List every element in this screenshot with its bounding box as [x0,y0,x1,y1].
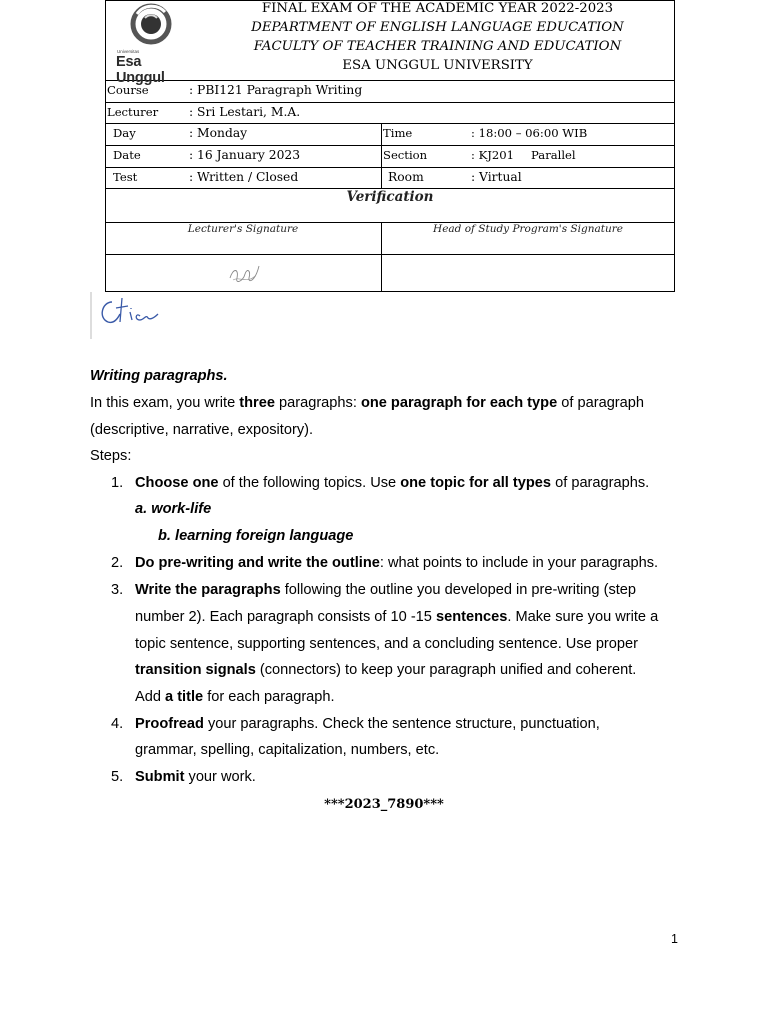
exam-title: FINAL EXAM OF THE ACADEMIC YEAR 2022-2023 [261,1,614,16]
lecturer-value: : Sri Lestari, M.A. [189,105,301,119]
head-signature-label: Head of Study Program's Signature [433,223,623,235]
step-emphasis: one topic for all types [400,475,552,491]
step-text: of the following topics. Use [218,475,401,491]
room-value: : Virtual [471,170,522,184]
step-3-text-line2 [135,609,658,625]
intro-text: In this exam, you write [90,395,240,411]
step-3-text-line4 [135,662,636,678]
head-signature-handwritten-icon [90,292,172,340]
university-title: ESA UNGGUL UNIVERSITY [342,58,533,73]
time-label: Time [383,126,413,140]
step-4-text-line1 [135,716,600,732]
step-number: 3. [111,582,124,598]
step-text: your paragraphs. Check the sentence structure, punctuation, [203,716,600,732]
date-value: : 16 January 2023 [189,148,301,162]
step-number: 4. [111,716,124,732]
verification-label: Verification [346,189,434,205]
day-value: : Monday [189,126,248,140]
step-emphasis: Submit [135,769,185,785]
step-3-text-line1 [135,582,636,598]
row-divider [105,123,675,124]
department-title: DEPARTMENT OF ENGLISH LANGUAGE EDUCATION [251,20,624,35]
exam-header-table [105,0,675,292]
step-text: (connectors) to keep your paragraph unified and coherent. [255,662,637,678]
section-extra: Parallel [531,148,576,162]
step-emphasis: Do pre-writing and write the outline [135,555,380,571]
course-value: : PBI121 Paragraph Writing [189,83,363,97]
topic-option-a: a. work-life [135,501,212,517]
step-text: your work. [184,769,256,785]
steps-label: Steps: [90,448,132,464]
logo-subtext: Universitas [117,49,140,54]
row-divider [105,102,675,103]
lecturer-label: Lecturer [107,105,159,119]
intro-emphasis: one paragraph for each type [360,395,558,411]
step-3-text-line3: topic sentence, supporting sentences, and a concluding sentence. Use proper [135,636,638,652]
date-label: Date [113,148,141,162]
step-number: 2. [111,555,124,571]
step-emphasis: Write the paragraphs [135,582,281,598]
step-text: following the outline you developed in pre-writing (step [280,582,637,598]
test-label: Test [113,170,138,184]
logo-text: Esa Unggul [116,54,165,86]
time-value: : 18:00 – 06:00 WIB [471,126,588,140]
topic-option-b: b. learning foreign language [158,528,354,544]
step-text: Add [135,689,166,705]
step-emphasis: a title [165,689,204,705]
step-emphasis: sentences [435,609,508,625]
page-number: 1 [671,932,678,946]
day-label: Day [113,126,136,140]
row-divider [105,167,675,168]
exam-code: ***2023_7890*** [324,797,444,812]
step-emphasis: Proofread [135,716,204,732]
step-text: of paragraphs. [551,475,650,491]
step-3-text-line5 [135,689,335,705]
row-divider [105,254,675,255]
step-text: : what points to include in your paragraphs. [379,555,659,571]
faculty-title: FACULTY OF TEACHER TRAINING AND EDUCATION [253,39,622,54]
intro-paragraph [90,395,644,411]
lecturer-signature-scribble-icon [225,258,265,288]
column-divider [381,123,382,189]
step-number: 5. [111,769,124,785]
section-value: : KJ201 [471,148,515,162]
table-border-left [105,0,106,292]
step-text: number 2). Each paragraph consists of 10 -15 [135,609,436,625]
intro-text: of paragraph [557,395,645,411]
step-emphasis: transition signals [135,662,256,678]
step-emphasis: Choose one [135,475,219,491]
step-number: 1. [111,475,124,491]
room-label: Room [388,170,424,184]
intro-paragraph-line2: (descriptive, narrative, expository). [90,422,314,438]
section-label: Section [383,148,428,162]
step-5-text [135,769,256,785]
step-2-text [135,555,658,571]
test-value: : Written / Closed [189,170,299,184]
step-text: for each paragraph. [203,689,335,705]
step-text: . Make sure you write a [507,609,659,625]
row-divider [105,145,675,146]
table-border-bottom [105,291,675,292]
university-logo [109,2,193,86]
section-heading: Writing paragraphs. [90,368,228,384]
step-1-text [135,475,649,491]
intro-emphasis: three [239,395,275,411]
course-label: Course [107,83,149,97]
intro-text: paragraphs: [274,395,361,411]
step-4-text-line2: grammar, spelling, capitalization, numbers, etc. [135,742,440,758]
lecturer-signature-label: Lecturer's Signature [187,223,299,235]
